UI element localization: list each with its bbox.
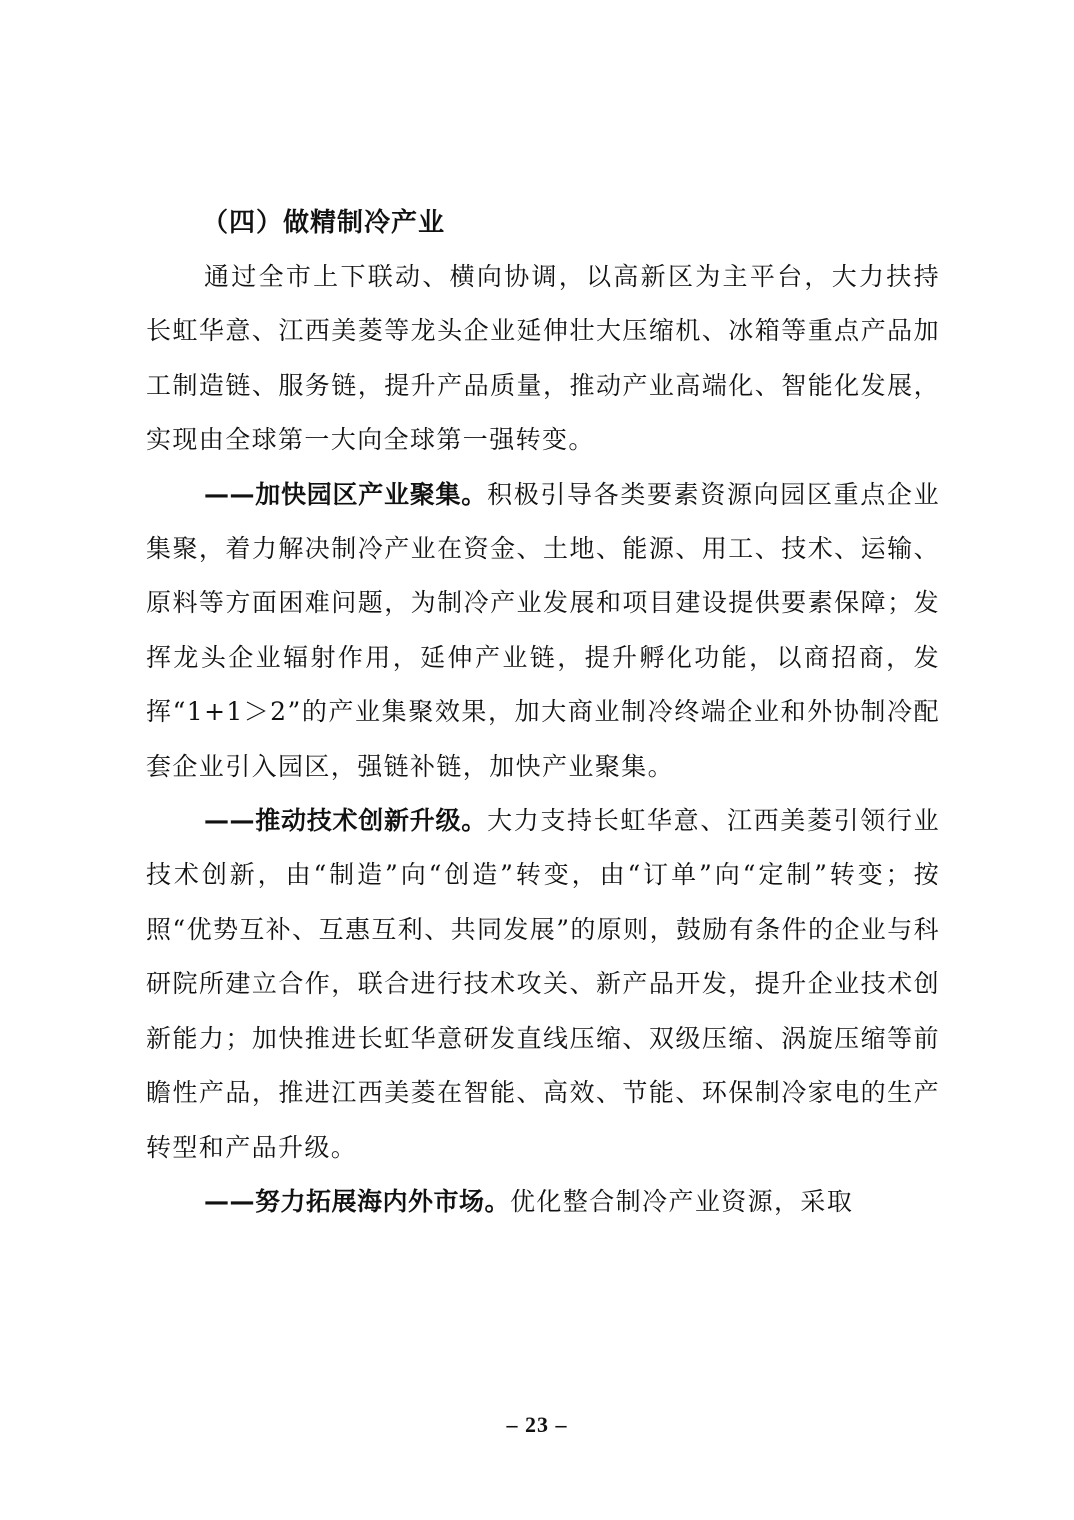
paragraph-lead: ——推动技术创新升级。 xyxy=(204,806,488,836)
paragraph-text: 通过全市上下联动、横向协调，以高新区为主平台，大力扶持长虹华意、江西美菱等龙头企业延伸壮大压缩机、冰箱等重点产品加工制造链、服务链，提升产品质量，推动产业高端化、智能化发展，实现由全球第一大向全球第一强转变。 xyxy=(146,262,940,455)
paragraph-market-expansion xyxy=(146,1175,940,1229)
paragraph-lead: ——加快园区产业聚集。 xyxy=(204,479,488,509)
paragraph-text: 积极引导各类要素资源向园区重点企业集聚，着力解决制冷产业在资金、土地、能源、用工、技术、运输、原料等方面困难问题，为制冷产业发展和项目建设提供要素保障；发挥龙头企业辐射作用，延伸产业链，提升孵化功能，以商招商，发挥“1+1＞2”的产业集聚效果，加大商业制冷终端企业和外协制冷配套企业引入园区，强链补链，加快产业聚集。 xyxy=(146,479,940,781)
paragraph-tech-innovation xyxy=(146,794,940,1175)
paragraph-lead: ——努力拓展海内外市场。 xyxy=(204,1186,511,1216)
page-number: – 23 – xyxy=(506,1412,568,1437)
paragraph-text: 优化整合制冷产业资源，采取 xyxy=(510,1186,854,1216)
paragraph-intro xyxy=(146,250,940,468)
body-text xyxy=(146,196,940,1229)
paragraph-text: 大力支持长虹华意、江西美菱引领行业技术创新，由“制造”向“创造”转变，由“订单”向“定制”转变；按照“优势互补、互惠互利、共同发展”的原则，鼓励有条件的企业与科研院所建立合作，联合进行技术攻关、新产品开发，提升企业技术创新能力；加快推进长虹华意研发直线压缩、双级压缩、涡旋压缩等前瞻性产品，推进江西美菱在智能、高效、节能、环保制冷家电的生产转型和产品升级。 xyxy=(146,806,940,1162)
section-heading: （四）做精制冷产业 xyxy=(202,208,446,238)
paragraph-park-cluster xyxy=(146,468,940,794)
